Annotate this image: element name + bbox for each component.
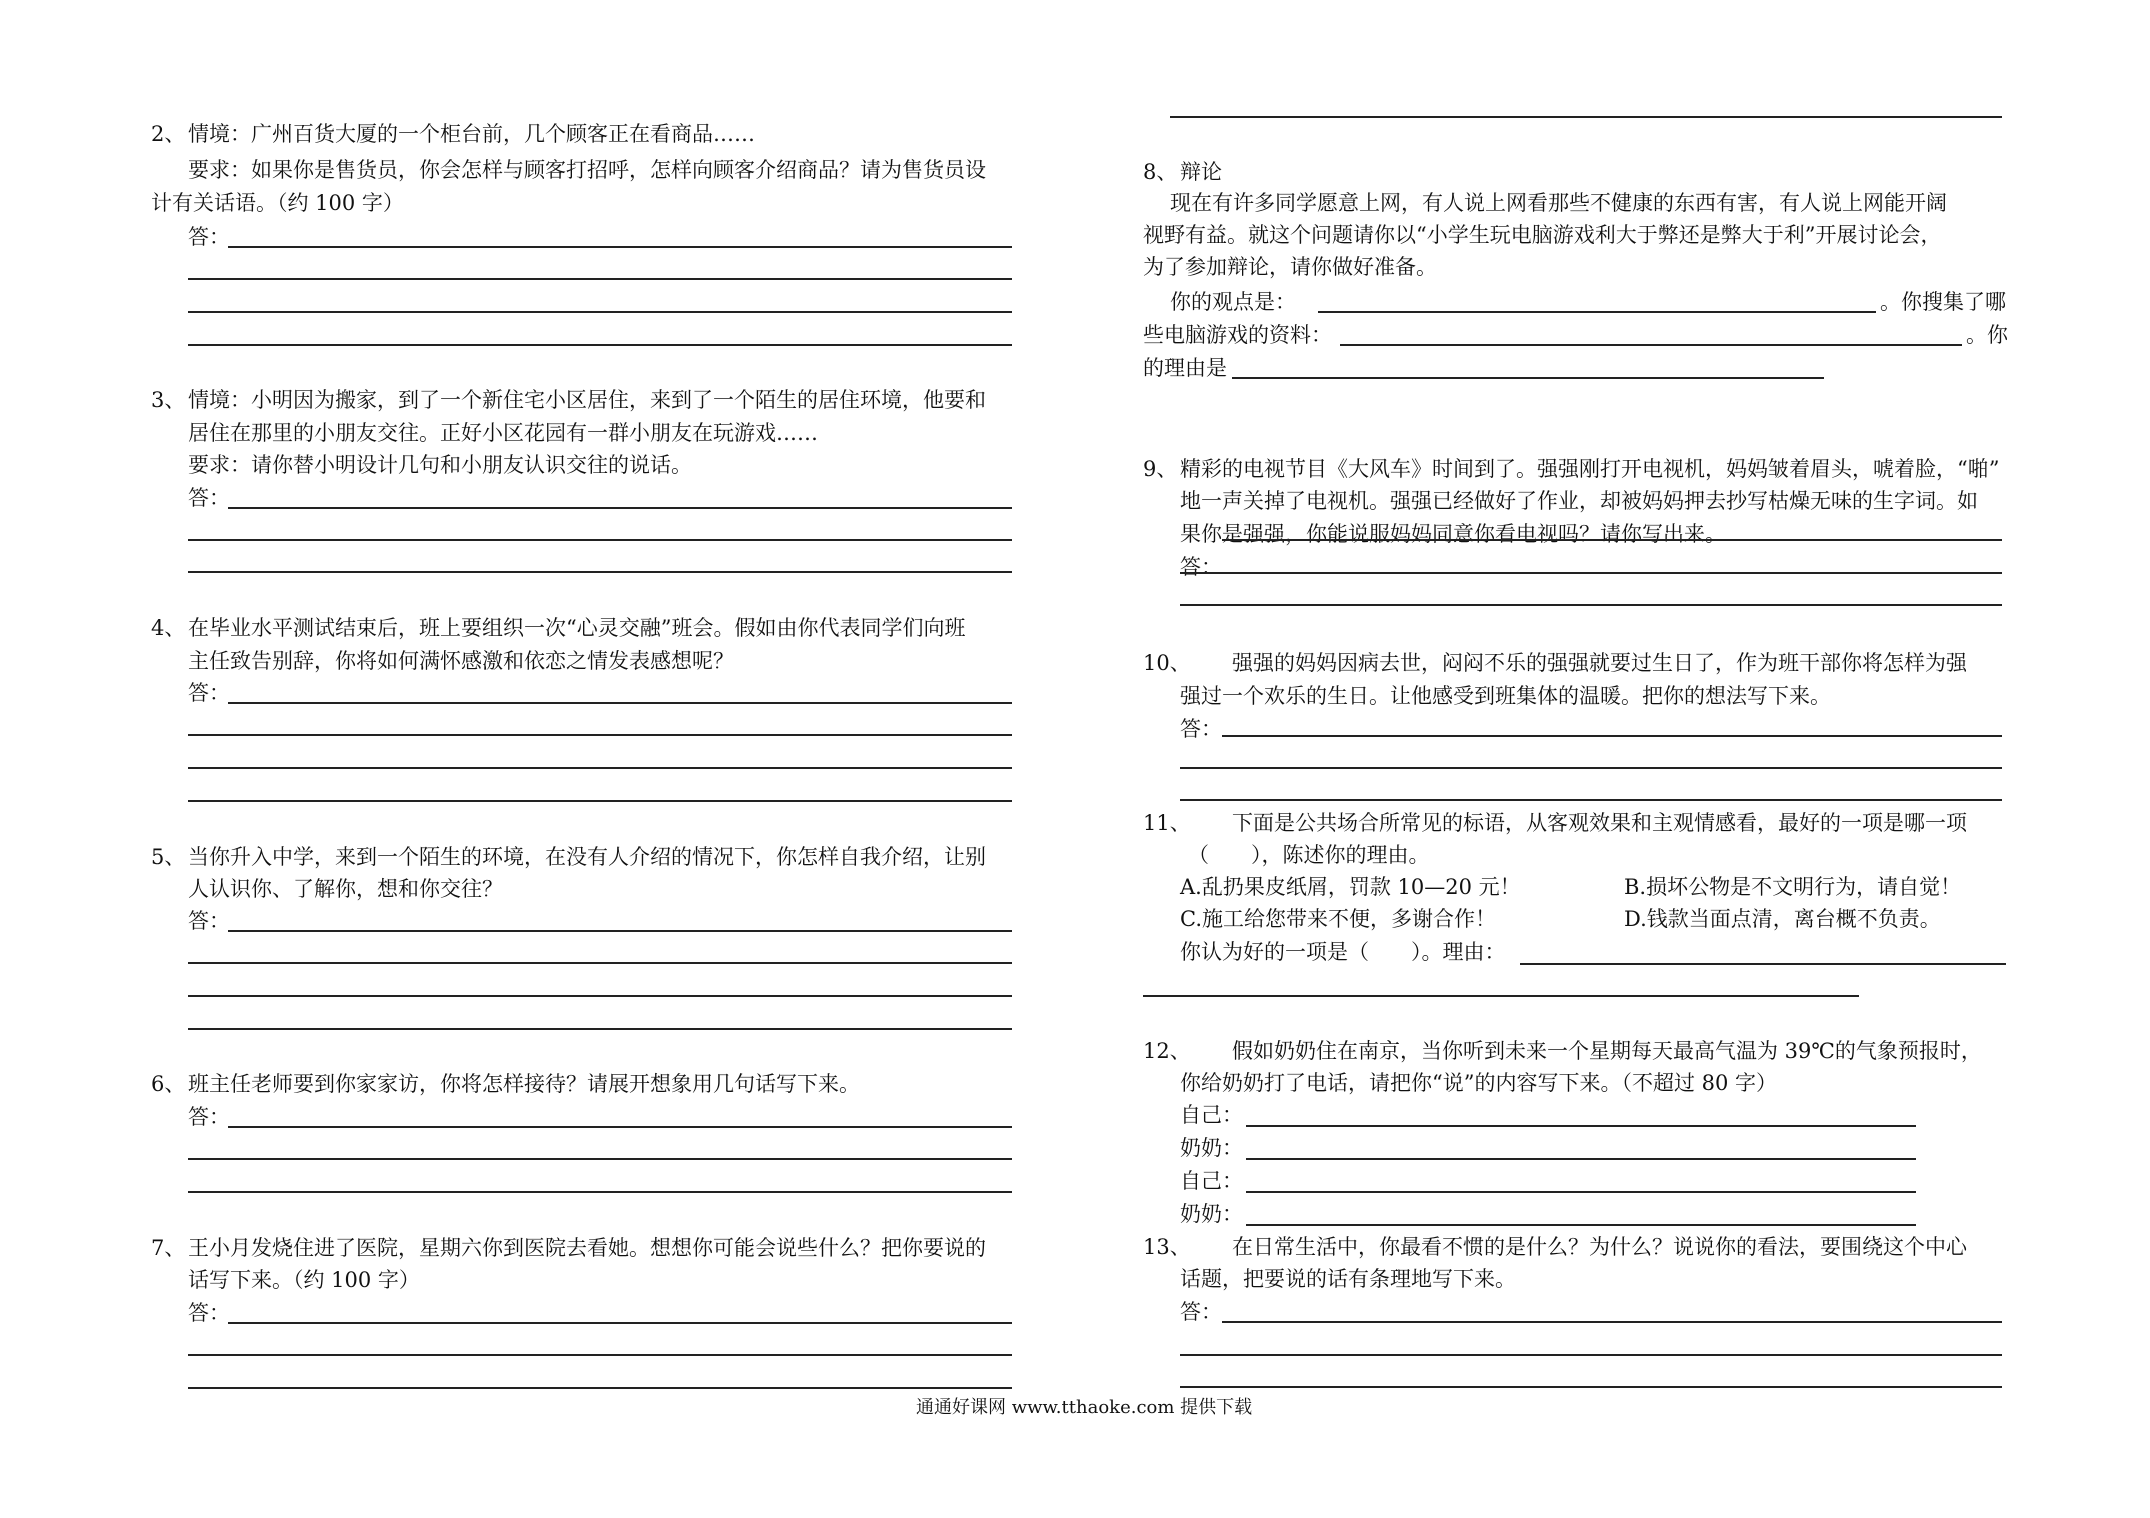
q11-reason-line-1[interactable] — [1520, 963, 2006, 965]
q13-answer-label: 答： — [1180, 1300, 1222, 1324]
q10-answer-line-2[interactable] — [1180, 767, 2002, 769]
q11-line1: 下面是公共场合所常见的标语，从客观效果和主观情感看，最好的一项是哪一项 — [1232, 811, 1967, 835]
q9-line1: 精彩的电视节目《大风车》时间到了。强强刚打开电视机，妈妈皱着眉头，唬着脸，“啪” — [1180, 457, 2000, 481]
q12-line1: 假如奶奶住在南京，当你听到未来一个星期每天最高气温为 39℃的气象预报时， — [1232, 1039, 1982, 1063]
q12-self-label-2: 自己： — [1180, 1169, 1243, 1193]
q4-line2: 主任致告别辞，你将如何满怀感激和依恋之情发表感想呢？ — [188, 649, 734, 673]
q11-line2: （ ），陈述你的理由。 — [1188, 843, 1430, 867]
q12-grandma-label-2: 奶奶： — [1180, 1202, 1243, 1226]
q2-answer-label: 答： — [188, 225, 230, 249]
q12-grandma-label-1: 奶奶： — [1180, 1136, 1243, 1160]
q8-view-label: 你的观点是： — [1170, 290, 1296, 314]
q13-answer-line-2[interactable] — [1180, 1354, 2002, 1356]
q2-number: 2、 — [151, 122, 186, 146]
q8-reason-line[interactable] — [1232, 377, 1824, 379]
q3-line3: 要求：请你替小明设计几句和小朋友认识交往的说话。 — [188, 453, 692, 477]
q10-line1: 强强的妈妈因病去世，闷闷不乐的强强就要过生日了，作为班干部你将怎样为强 — [1232, 651, 1967, 675]
q6-line1: 班主任老师要到你家家访，你将怎样接待？请展开想象用几句话写下来。 — [188, 1072, 860, 1096]
q6-answer-line-1[interactable] — [228, 1126, 1012, 1128]
q9-answer-line-3[interactable] — [1180, 604, 2002, 606]
q13-line2: 话题，把要说的话有条理地写下来。 — [1180, 1267, 1516, 1291]
q10-answer-line-3[interactable] — [1180, 799, 2002, 801]
q4-line1: 在毕业水平测试结束后，班上要组织一次“心灵交融”班会。假如由你代表同学们向班 — [188, 616, 966, 640]
q12-line2: 你给奶奶打了电话，请把你“说”的内容写下来。（不超过 80 字） — [1180, 1071, 1778, 1095]
q11-reason-line-2[interactable] — [1143, 995, 1859, 997]
q9-number: 9、 — [1143, 457, 1178, 481]
q13-line1: 在日常生活中，你最看不惯的是什么？为什么？说说你的看法，要围绕这个中心 — [1232, 1235, 1967, 1259]
q3-answer-line-3[interactable] — [188, 571, 1012, 573]
q7-answer-line-3[interactable] — [188, 1387, 1012, 1389]
q8-number: 8、 — [1143, 160, 1178, 184]
q4-answer-label: 答： — [188, 681, 230, 705]
q11-option-d[interactable]: D.钱款当面点清，离台概不负责。 — [1624, 907, 1941, 931]
q10-number: 10、 — [1143, 651, 1191, 675]
q2-answer-line-3[interactable] — [188, 311, 1012, 313]
q5-line2: 人认识你、了解你，想和你交往？ — [188, 877, 503, 901]
q9-answer-line-2[interactable] — [1180, 572, 2002, 574]
q8-line3: 为了参加辩论，请你做好准备。 — [1143, 255, 1437, 279]
q5-answer-line-2[interactable] — [188, 962, 1012, 964]
q7-answer-line-1[interactable] — [228, 1322, 1012, 1324]
q13-answer-line-1[interactable] — [1222, 1321, 2002, 1323]
q2-line3: 计有关话语。（约 100 字） — [151, 191, 404, 215]
q6-answer-line-2[interactable] — [188, 1158, 1012, 1160]
q5-answer-line-4[interactable] — [188, 1028, 1012, 1030]
q10-answer-label: 答： — [1180, 717, 1222, 741]
q3-number: 3、 — [151, 388, 186, 412]
q8-line1: 现在有许多同学愿意上网，有人说上网看那些不健康的东西有害，有人说上网能开阔 — [1170, 191, 1947, 215]
q9-line2: 地一声关掉了电视机。强强已经做好了作业，却被妈妈押去抄写枯燥无味的生字词。如 — [1180, 489, 1978, 513]
q3-answer-label: 答： — [188, 486, 230, 510]
q5-line1: 当你升入中学，来到一个陌生的环境，在没有人介绍的情况下，你怎样自我介绍，让别 — [188, 845, 986, 869]
q8-reason-label: 的理由是 — [1143, 356, 1227, 380]
q12-number: 12、 — [1143, 1039, 1191, 1063]
q11-option-b[interactable]: B.损坏公物是不文明行为，请自觉！ — [1624, 875, 1962, 899]
q4-answer-line-4[interactable] — [188, 800, 1012, 802]
q12-self-line-2[interactable] — [1246, 1191, 1916, 1193]
q6-number: 6、 — [151, 1072, 186, 1096]
q8-data-label: 些电脑游戏的资料： — [1143, 323, 1332, 347]
q6-answer-label: 答： — [188, 1105, 230, 1129]
q2-line2: 要求：如果你是售货员，你会怎样与顾客打招呼，怎样向顾客介绍商品？请为售货员设 — [188, 158, 986, 182]
q4-answer-line-3[interactable] — [188, 767, 1012, 769]
q12-self-line-1[interactable] — [1246, 1125, 1916, 1127]
q11-pick-label: 你认为好的一项是（ ）。理由： — [1180, 940, 1506, 964]
q10-line2: 强过一个欢乐的生日。让他感受到班集体的温暖。把你的想法写下来。 — [1180, 684, 1831, 708]
q5-number: 5、 — [151, 845, 186, 869]
q9-answer-label: 答： — [1180, 555, 1222, 579]
q3-answer-line-2[interactable] — [188, 539, 1012, 541]
q12-self-label-1: 自己： — [1180, 1103, 1243, 1127]
q12-grandma-line-1[interactable] — [1246, 1158, 1916, 1160]
q8-data-line[interactable] — [1340, 344, 1962, 346]
q12-grandma-line-2[interactable] — [1246, 1224, 1916, 1226]
q6-answer-line-3[interactable] — [188, 1191, 1012, 1193]
q13-number: 13、 — [1143, 1235, 1191, 1259]
q4-number: 4、 — [151, 616, 186, 640]
q11-number: 11、 — [1143, 811, 1191, 835]
q7-answer-line-2[interactable] — [188, 1354, 1012, 1356]
continuation-answer-line[interactable] — [1170, 116, 2002, 118]
q2-answer-line-4[interactable] — [188, 344, 1012, 346]
q5-answer-line-3[interactable] — [188, 995, 1012, 997]
q7-number: 7、 — [151, 1236, 186, 1260]
footer-credit: 通通好课网 www.tthaoke.com 提供下载 — [916, 1397, 1253, 1418]
q2-answer-line-1[interactable] — [228, 246, 1012, 248]
q5-answer-label: 答： — [188, 909, 230, 933]
q3-line1: 情境：小明因为搬家，到了一个新住宅小区居住，来到了一个陌生的居住环境，他要和 — [188, 388, 986, 412]
q8-view-line[interactable] — [1318, 311, 1876, 313]
q8-line2: 视野有益。就这个问题请你以“小学生玩电脑游戏利大于弊还是弊大于利”开展讨论会， — [1143, 223, 1942, 247]
q3-line2: 居住在那里的小朋友交往。正好小区花园有一群小朋友在玩游戏…… — [188, 421, 818, 445]
q8-title: 辩论 — [1180, 160, 1222, 184]
q11-option-a[interactable]: A.乱扔果皮纸屑，罚款 10—20 元！ — [1180, 875, 1521, 899]
q4-answer-line-2[interactable] — [188, 734, 1012, 736]
q7-line1: 王小月发烧住进了医院，星期六你到医院去看她。想想你可能会说些什么？把你要说的 — [188, 1236, 986, 1260]
q7-line2: 话写下来。（约 100 字） — [188, 1268, 420, 1292]
q2-line1: 情境：广州百货大厦的一个柜台前，几个顾客正在看商品…… — [188, 122, 755, 146]
q13-answer-line-3[interactable] — [1180, 1386, 2002, 1388]
q8-view-tail: 。你搜集了哪 — [1880, 290, 2006, 314]
q5-answer-line-1[interactable] — [228, 930, 1012, 932]
q2-answer-line-2[interactable] — [188, 278, 1012, 280]
q7-answer-label: 答： — [188, 1301, 230, 1325]
q11-option-c[interactable]: C.施工给您带来不便，多谢合作！ — [1180, 907, 1496, 931]
q10-answer-line-1[interactable] — [1222, 735, 2002, 737]
q4-answer-line-1[interactable] — [228, 702, 1012, 704]
q9-line3: 果你是强强，你能说服妈妈同意你看电视吗？请你写出来。 — [1180, 522, 1726, 546]
q9-answer-line-1[interactable] — [1222, 539, 2002, 541]
q8-data-tail: 。你 — [1966, 323, 2008, 347]
q3-answer-line-1[interactable] — [228, 507, 1012, 509]
